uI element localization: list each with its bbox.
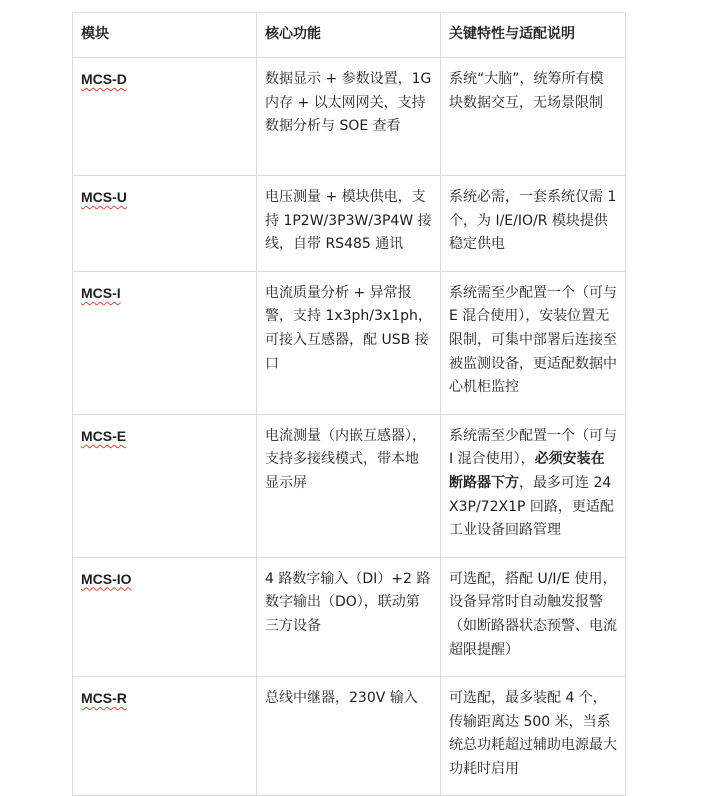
header-notes: 关键特性与适配说明	[441, 13, 626, 58]
notes-text: 系统“大脑”，统筹所有模块数据交互，无场景限制	[449, 71, 604, 111]
function-cell: 4 路数字输入（DI）+2 路数字输出（DO），联动第三方设备	[257, 557, 441, 676]
notes-text-after: ，最多可连 24X3P/72X1P 回路，更适配工业设备回路管理	[449, 474, 614, 539]
notes-cell	[441, 677, 626, 796]
module-spec-table	[72, 12, 626, 796]
notes-cell	[441, 58, 626, 176]
notes-text: 可选配，搭配 U/I/E 使用，设备异常时自动触发报警（如断路器状态预警、电流超限提醒）	[449, 570, 617, 658]
table-row	[73, 677, 626, 796]
module-name: MCS-E	[81, 427, 127, 444]
table-header-row	[73, 13, 626, 58]
module-cell	[73, 176, 257, 272]
module-cell	[73, 677, 257, 796]
notes-text: 系统需至少配置一个（可与 I 混合使用），	[449, 427, 617, 468]
function-cell: 数据显示 + 参数设置，1G 内存 + 以太网网关，支持数据分析与 SOE 查看	[257, 58, 441, 176]
notes-cell	[441, 557, 626, 676]
notes-cell	[441, 176, 626, 272]
function-cell: 总线中继器，230V 输入	[257, 677, 441, 796]
module-name: MCS-R	[81, 690, 127, 707]
notes-cell	[441, 271, 626, 414]
notes-text: 系统需至少配置一个（可与 E 混合使用），安装位置无限制，可集中部署后连接至被监测设备，更适配数据中心机柜监控	[449, 284, 617, 396]
module-cell	[73, 58, 257, 176]
table-row	[73, 271, 626, 414]
module-cell	[73, 557, 257, 676]
module-cell	[73, 414, 257, 557]
header-function: 核心功能	[257, 13, 441, 58]
table-row	[73, 58, 626, 176]
function-cell: 电流测量（内嵌互感器），支持多接线模式，带本地显示屏	[257, 414, 441, 557]
header-module: 模块	[73, 13, 257, 58]
notes-text: 系统必需，一套系统仅需 1 个，为 I/E/IO/R 模块提供稳定供电	[449, 189, 617, 253]
function-cell: 电压测量 + 模块供电，支持 1P2W/3P3W/3P4W 接线，自带 RS485 通讯	[257, 176, 441, 272]
module-name: MCS-IO	[81, 570, 132, 587]
module-name: MCS-I	[81, 284, 121, 301]
module-cell	[73, 271, 257, 414]
table-row	[73, 557, 626, 676]
module-name: MCS-D	[81, 71, 127, 87]
function-cell: 电流质量分析 + 异常报警，支持 1x3ph/3x1ph，可接入互感器，配 USB 接口	[257, 271, 441, 414]
table-row	[73, 414, 626, 557]
notes-emphasis: 必须安装在断路器下方	[449, 451, 605, 491]
notes-text: 可选配，最多装配 4 个，传输距离达 500 米，当系统总功耗超过辅助电源最大功耗时启用	[449, 690, 617, 777]
module-name: MCS-U	[81, 189, 127, 205]
notes-cell	[441, 414, 626, 557]
table-row	[73, 176, 626, 272]
